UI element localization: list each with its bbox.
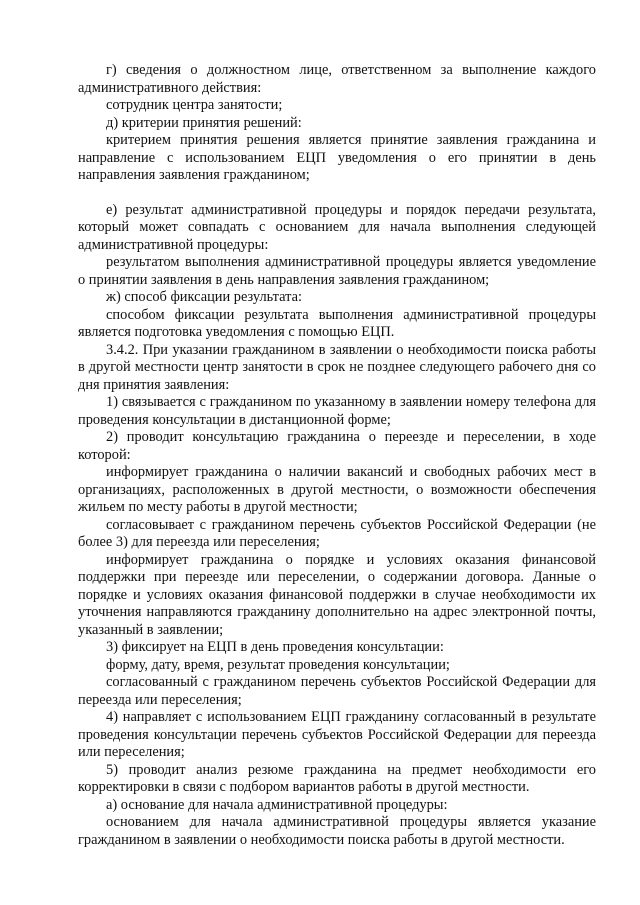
paragraph-g: г) сведения о должностном лице, ответственном за выполнение каждого административного действия:	[78, 62, 596, 96]
section-3-4-2: 3.4.2. При указании гражданином в заявлении о необходимости поиска работы в другой местности центр занятости в срок не позднее следующего рабочего дня со дня принятия заявления:	[78, 341, 596, 393]
paragraph: информирует гражданина о порядке и условиях оказания финансовой поддержки при переезде или переселении, о содержании договора. Данные о порядке и условиях оказания финансовой поддержки в случае необходимости их уточнения направляются гражданину дополнительно на адрес электронной почты, указанный в заявлении;	[78, 551, 596, 638]
list-item-5: 5) проводит анализ резюме гражданина на предмет необходимости его корректировки в связи с подбором вариантов работы в другой местности.	[78, 761, 596, 795]
list-item-4: 4) направляет с использованием ЕЦП гражданину согласованный в результате проведения консультации перечень субъектов Российской Федерации для переезда или переселения;	[78, 709, 596, 760]
paragraph-zh: ж) способ фиксации результата:	[106, 289, 303, 305]
paragraph-d: д) критерии принятия решений:	[106, 114, 302, 131]
paragraph: информирует гражданина о наличии вакансий и свободных рабочих мест в организациях, расположенных в другой местности, о возможности обеспечения жильем по месту работы в другой местности;	[78, 464, 596, 515]
list-item-1: 1) связывается с гражданином по указанному в заявлении номеру телефона для проведения консультации в дистанционной форме;	[78, 394, 596, 428]
paragraph-a: а) основание для начала административной процедуры:	[106, 796, 448, 813]
paragraph: способом фиксации результата выполнения административной процедуры является подготовка уведомления с помощью ЕЦП.	[78, 306, 596, 340]
list-item-2: 2) проводит консультацию гражданина о переезде и переселении, в ходе которой:	[78, 429, 596, 463]
paragraph: согласовывает с гражданином перечень субъектов Российской Федерации (не более 3) для переезда или переселения;	[78, 516, 596, 550]
paragraph: основанием для начала административной процедуры является указание гражданином в заявлении о необходимости поиска работы в другой местности.	[78, 814, 596, 848]
paragraph: критерием принятия решения является принятие заявления гражданина и направление с использованием ЕЦП уведомления о его принятии в день направления заявления гражданином;	[78, 132, 596, 183]
paragraph: согласованный с гражданином перечень субъектов Российской Федерации для переезда или переселения;	[78, 674, 596, 708]
list-item-3: 3) фиксирует на ЕЦП в день проведения консультации:	[106, 639, 444, 655]
paragraph: форму, дату, время, результат проведения консультации;	[106, 656, 450, 673]
paragraph: результатом выполнения административной процедуры является уведомление о принятии заявления в день направления заявления гражданином;	[78, 254, 596, 288]
paragraph-gap	[78, 185, 596, 202]
paragraph: сотрудник центра занятости;	[106, 97, 283, 113]
paragraph-e: е) результат административной процедуры и порядок передачи результата, который может совпадать с основанием для начала выполнения следующей административной процедуры:	[78, 201, 596, 253]
document-page	[78, 62, 596, 849]
